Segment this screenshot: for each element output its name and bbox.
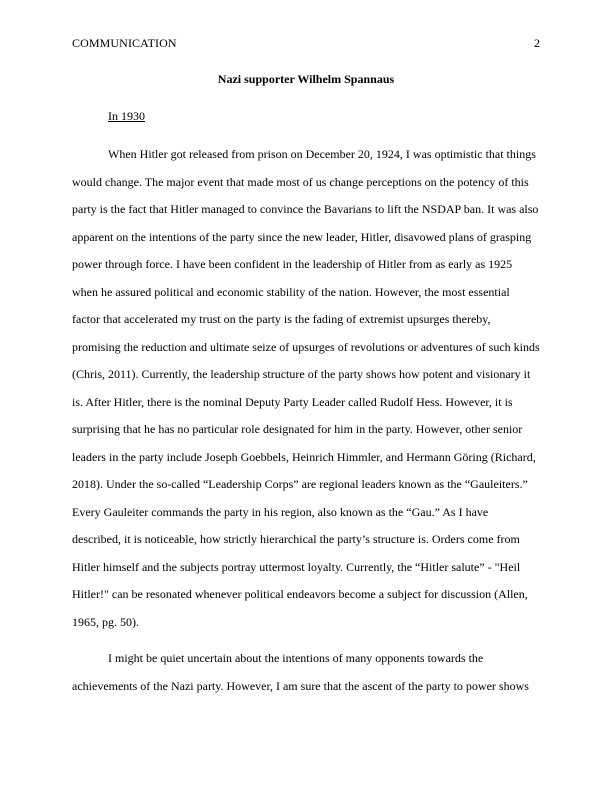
paragraph-line: Hitler himself and the subjects portray uttermost loyalty. Currently, the “Hitler salute” - "Heil <box>72 559 521 574</box>
body-text <box>72 141 542 700</box>
paragraph-line: promising the reduction and ultimate seize of upsurges of revolutions or adventures of such kinds <box>72 339 540 354</box>
paragraph-line: described, it is noticeable, how strictly hierarchical the party’s structure is. Orders come from <box>72 532 520 546</box>
paragraph-line: When Hitler got released from prison on December 20, 1924, I was optimistic that things <box>108 147 536 161</box>
paragraph-line: apparent on the intentions of the party since the new leader, Hitler, disavowed plans of grasping <box>72 229 532 244</box>
paragraph-line: leaders in the party include Joseph Goebbels, Heinrich Himmler, and Hermann Göring (Richard, <box>72 449 536 464</box>
paragraph-line: achievements of the Nazi party. However, I am sure that the ascent of the party to power shows <box>72 678 529 693</box>
section-heading: In 1930 <box>108 109 145 123</box>
running-head: COMMUNICATION <box>72 36 177 50</box>
paragraph-line: would change. The major event that made most of us change perceptions on the potency of this <box>72 174 529 189</box>
paragraph-line: 2018). Under the so-called “Leadership Corps” are regional leaders known as the “Gauleiters.” <box>72 477 528 491</box>
paragraph-line: when he assured political and economic stability of the nation. However, the most essential <box>72 284 510 299</box>
document-title: Nazi supporter Wilhelm Spannaus <box>217 72 395 86</box>
paragraph-line: factor that accelerated my trust on the party is the fading of extremist upsurges thereby, <box>72 312 491 326</box>
paragraph-line: Every Gauleiter commands the party in his region, also known as the “Gau.” As I have <box>72 504 489 519</box>
paragraph-line: power through force. I have been confident in the leadership of Hitler from as early as 1925 <box>72 257 513 271</box>
paragraph-2 <box>72 645 542 700</box>
paragraph-line: 1965, pg. 50). <box>72 614 139 629</box>
paragraph-1 <box>72 141 542 636</box>
paragraph-line: is. After Hitler, there is the nominal Deputy Party Leader called Rudolf Hess. However, it is <box>72 394 513 409</box>
paragraph-line: I might be quiet uncertain about the intentions of many opponents towards the <box>108 651 484 665</box>
paragraph-line: surprising that he has no particular role designated for him in the party. However, other senior <box>72 422 523 436</box>
page-number: 2 <box>534 36 540 50</box>
paragraph-line: Hitler!" can be resonated whenever political endeavors become a subject for discussion (Allen, <box>72 587 528 601</box>
paragraph-line: party is the fact that Hitler managed to convince the Bavarians to lift the NSDAP ban. It was also <box>72 202 539 216</box>
paragraph-line: (Chris, 2011). Currently, the leadership structure of the party shows how potent and visionary it <box>72 367 531 381</box>
